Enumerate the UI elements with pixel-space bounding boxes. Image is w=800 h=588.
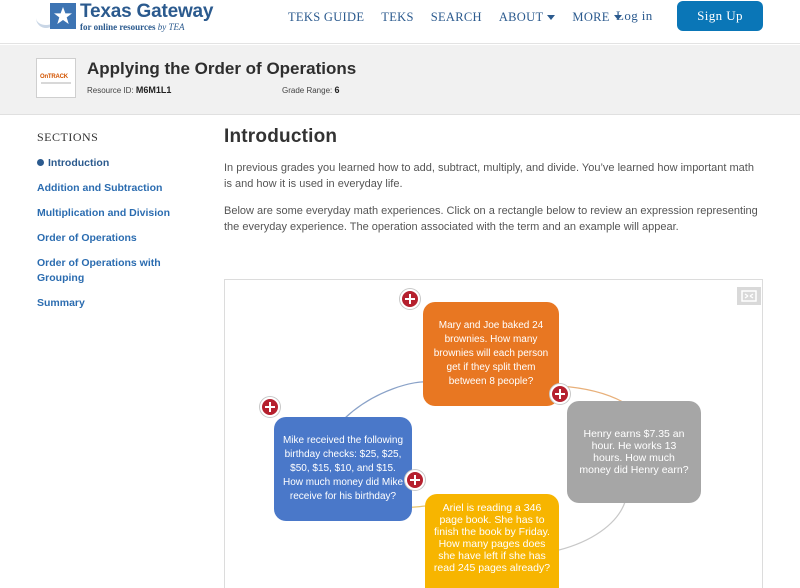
nav-teks[interactable]: TEKS (381, 9, 414, 24)
intro-paragraph-2: Below are some everyday math experiences. Click on a rectangle below to review an expression representing the everyday experience. The operation associated with the term and an example will appear. (224, 205, 758, 233)
sections-sidebar (37, 130, 207, 321)
resource-header (0, 45, 800, 115)
section-order-with-grouping[interactable]: Order of Operations with Grouping (37, 257, 161, 284)
section-order-of-operations[interactable]: Order of Operations (37, 232, 137, 244)
ontrack-logo-rule (41, 82, 71, 84)
top-navigation-bar (0, 0, 800, 44)
active-dot-icon (37, 159, 44, 166)
plus-icon[interactable] (260, 397, 280, 417)
resource-id-label: Resource ID: (87, 86, 134, 95)
section-multiplication-division[interactable]: Multiplication and Division (37, 207, 171, 219)
resource-id (87, 85, 171, 95)
logo-subtitle (80, 22, 185, 32)
main-nav (288, 8, 639, 26)
plus-icon[interactable] (400, 289, 420, 309)
section-heading: Introduction (224, 126, 338, 147)
sections-heading: SECTIONS (37, 130, 99, 144)
expand-icon (737, 287, 761, 305)
ontrack-logo (36, 58, 76, 98)
scenario-card-brownies-text: Mary and Joe baked 24 brownies. How many brownies will each person get if they split them between 8 people? (433, 320, 549, 387)
grade-range (282, 85, 340, 95)
nav-more[interactable] (572, 8, 621, 26)
nav-search[interactable]: SEARCH (430, 9, 482, 24)
scenario-card-birthday-checks-text: Mike received the following birthday checks: $25, $25, $50, $15, $10, and $15. How much money did Mike receive for his birthday? (282, 435, 404, 502)
texas-gateway-logo[interactable] (36, 0, 236, 36)
plus-icon[interactable] (405, 470, 425, 490)
section-addition-subtraction[interactable]: Addition and Subtraction (37, 182, 163, 194)
arc-gray-yellow (559, 502, 625, 550)
chevron-down-icon (547, 15, 555, 20)
signup-button[interactable]: Sign Up (677, 1, 763, 31)
interactive-figure (224, 279, 763, 588)
logo-subtitle-by: by TEA (157, 22, 185, 32)
star-icon (50, 3, 76, 29)
section-introduction[interactable] (37, 156, 207, 171)
arc-blue-orange (345, 382, 430, 418)
nav-about-label: ABOUT (498, 9, 544, 24)
scenario-card-birthday-checks[interactable] (274, 417, 412, 521)
section-summary[interactable]: Summary (37, 297, 85, 309)
scenario-card-ariel-reading[interactable] (425, 494, 559, 588)
grade-range-label: Grade Range: (282, 86, 333, 95)
intro-paragraph-1: In previous grades you learned how to add, subtract, multiply, and divide. You’ve learned how important math is and how it is used in everyday life. (224, 162, 754, 190)
plus-icon[interactable] (550, 384, 570, 404)
scenario-card-ariel-reading-text: Ariel is reading a 346 page book. She has to finish the book by Friday. How many pages does she have left if she has read 245 pages already? (433, 502, 551, 574)
nav-teks-guide[interactable]: TEKS GUIDE (288, 9, 365, 24)
main-content (224, 126, 764, 247)
nav-more-label: MORE (572, 9, 610, 24)
page-title: Applying the Order of Operations (87, 59, 357, 78)
grade-range-value: 6 (334, 85, 340, 95)
logo-title: Texas Gateway (80, 1, 214, 22)
logo-subtitle-text: for online resources (80, 22, 156, 32)
resource-id-value: M6M1L1 (135, 85, 172, 95)
login-link[interactable]: Log in (616, 8, 653, 23)
scenario-card-henry-earnings[interactable] (567, 401, 701, 503)
section-introduction-label: Introduction (48, 157, 110, 169)
scenario-card-henry-earnings-text: Henry earns $7.35 an hour. He works 13 hours. How much money did Henry earn? (579, 428, 689, 476)
scenario-card-brownies[interactable] (423, 302, 559, 406)
nav-about[interactable] (499, 8, 556, 26)
fullscreen-button[interactable] (737, 287, 761, 305)
ontrack-logo-text: OnTRACK (40, 74, 68, 80)
